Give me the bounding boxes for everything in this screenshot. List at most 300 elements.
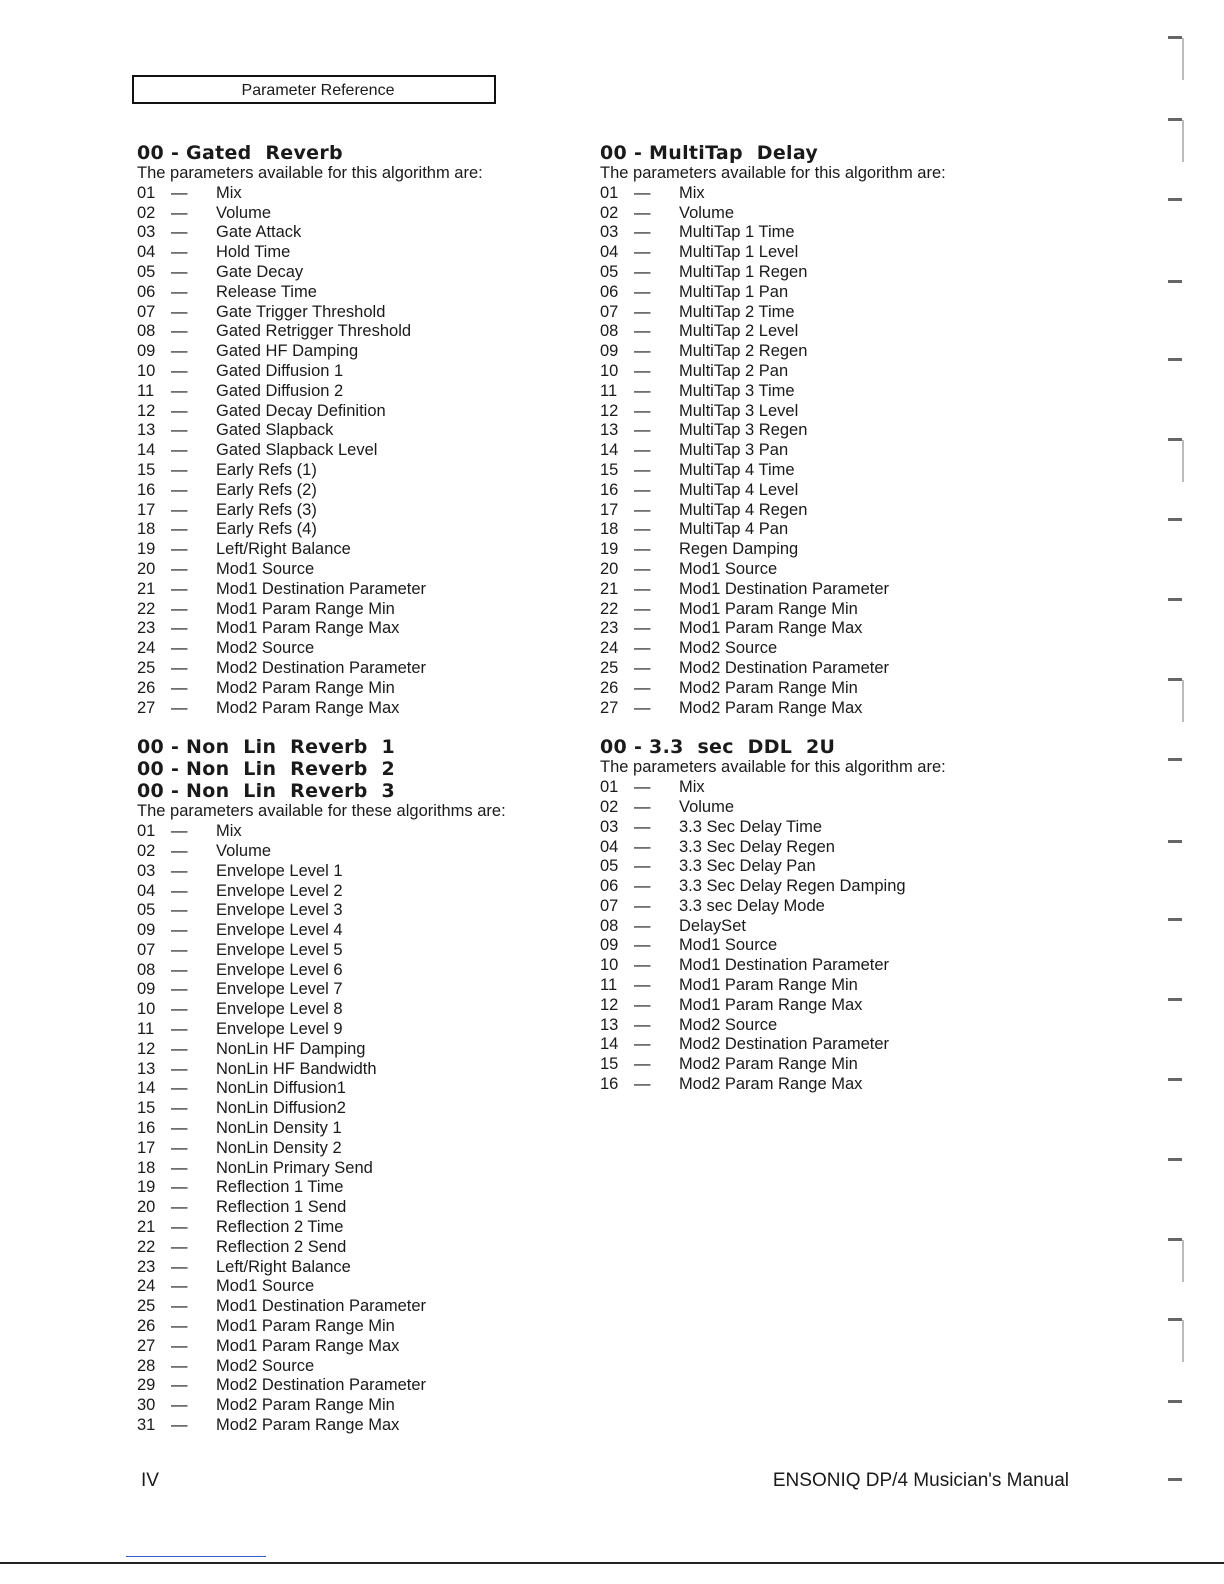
binder-mark: [1168, 758, 1182, 761]
parameter-row: [137, 1258, 577, 1278]
parameter-dash: —: [634, 1075, 651, 1094]
parameter-row: [600, 917, 1040, 937]
parameter-label: Mod1 Param Range Max: [679, 995, 863, 1014]
parameter-dash: —: [171, 822, 188, 841]
parameter-number: 08: [600, 916, 619, 935]
parameter-label: Gated Diffusion 1: [216, 361, 344, 380]
parameter-label: Reflection 2 Time: [216, 1218, 344, 1237]
section-intro: The parameters available for this algorithm are:: [600, 164, 946, 182]
parameter-row: [600, 382, 1040, 402]
parameter-label: Mod2 Destination Parameter: [216, 658, 427, 677]
parameter-number: 08: [137, 322, 156, 341]
parameter-dash: —: [171, 881, 188, 900]
parameter-label: NonLin HF Damping: [216, 1039, 366, 1058]
parameter-label: MultiTap 2 Time: [679, 302, 795, 321]
parameter-number: 14: [137, 441, 156, 460]
parameter-row: [137, 1040, 577, 1060]
parameter-row: [600, 501, 1040, 521]
parameter-row: [600, 976, 1040, 996]
parameter-row: [137, 1139, 577, 1159]
parameter-row: [137, 1099, 577, 1119]
parameter-row: [600, 679, 1040, 699]
parameter-label: Mod2 Param Range Max: [216, 698, 400, 717]
parameter-row: [600, 996, 1040, 1016]
parameter-label: Mod1 Source: [679, 559, 778, 578]
parameter-dash: —: [634, 500, 651, 519]
parameter-dash: —: [171, 861, 188, 880]
parameter-label: 3.3 Sec Delay Regen: [679, 837, 835, 856]
parameter-number: 05: [600, 262, 619, 281]
left-column: [137, 142, 577, 1454]
binder-mark: [1168, 36, 1182, 39]
parameter-row: [137, 980, 577, 1000]
parameter-number: 07: [600, 302, 619, 321]
parameter-number: 24: [600, 639, 619, 658]
parameter-label: Mod2 Source: [216, 1356, 315, 1375]
parameter-row: [600, 897, 1040, 917]
parameter-label: Mod2 Source: [679, 639, 778, 658]
parameter-dash: —: [171, 639, 188, 658]
parameter-row: [137, 243, 577, 263]
parameter-label: Gated Slapback Level: [216, 441, 378, 460]
parameter-number: 30: [137, 1396, 156, 1415]
parameter-label: Mod1 Param Range Max: [679, 619, 863, 638]
parameter-dash: —: [171, 921, 188, 940]
parameter-label: Mod1 Source: [216, 559, 315, 578]
parameter-number: 18: [600, 520, 619, 539]
parameter-row: [600, 322, 1040, 342]
parameter-label: Gate Attack: [216, 223, 302, 242]
parameter-label: Reflection 1 Send: [216, 1198, 347, 1217]
parameter-dash: —: [171, 520, 188, 539]
parameter-number: 11: [137, 1020, 155, 1039]
parameter-number: 25: [137, 658, 156, 677]
parameter-number: 13: [600, 421, 619, 440]
parameter-number: 03: [137, 861, 156, 880]
parameter-label: MultiTap 2 Pan: [679, 361, 789, 380]
parameter-number: 15: [137, 460, 156, 479]
parameter-number: 09: [600, 936, 619, 955]
parameter-number: 07: [137, 302, 156, 321]
parameter-row: [137, 921, 577, 941]
binder-mark: [1168, 518, 1182, 521]
section-title: 00 - Gated Reverb: [137, 142, 343, 164]
parameter-row: [600, 520, 1040, 540]
parameter-row: [600, 283, 1040, 303]
bottom-rule: [0, 1562, 1224, 1564]
parameter-label: Mod1 Source: [679, 936, 778, 955]
parameter-row: [600, 204, 1040, 224]
parameter-row: [600, 540, 1040, 560]
parameter-dash: —: [171, 1257, 188, 1276]
parameter-row: [600, 600, 1040, 620]
section-nonlin-reverb: [137, 736, 577, 1436]
parameter-dash: —: [171, 381, 188, 400]
parameter-row: [137, 303, 577, 323]
section-multitap-delay: [600, 142, 1040, 718]
parameter-dash: —: [171, 1020, 188, 1039]
parameter-label: Mix: [679, 183, 705, 202]
parameter-dash: —: [171, 282, 188, 301]
parameter-dash: —: [171, 1059, 188, 1078]
parameter-number: 21: [137, 1218, 156, 1237]
parameter-dash: —: [634, 896, 651, 915]
parameter-label: Left/Right Balance: [216, 540, 351, 559]
parameter-dash: —: [634, 639, 651, 658]
parameter-number: 13: [137, 1059, 156, 1078]
parameter-dash: —: [634, 678, 651, 697]
parameter-label: Mod1 Param Range Max: [216, 619, 400, 638]
parameter-dash: —: [171, 1396, 188, 1415]
parameter-dash: —: [171, 1416, 188, 1435]
parameter-label: Gated Decay Definition: [216, 401, 386, 420]
parameter-number: 26: [137, 678, 156, 697]
parameter-dash: —: [171, 1356, 188, 1375]
parameter-dash: —: [171, 1297, 188, 1316]
binder-mark: [1168, 1158, 1182, 1161]
parameter-number: 26: [137, 1317, 156, 1336]
parameter-dash: —: [171, 243, 188, 262]
parameter-row: [137, 862, 577, 882]
parameter-dash: —: [634, 520, 651, 539]
section-title: 00 - Non Lin Reverb 2: [137, 758, 396, 781]
parameter-number: 26: [600, 678, 619, 697]
parameter-dash: —: [634, 540, 651, 559]
parameter-dash: —: [171, 980, 188, 999]
parameter-row: [600, 877, 1040, 897]
parameter-number: 24: [137, 639, 156, 658]
parameter-row: [137, 1317, 577, 1337]
parameter-dash: —: [171, 1099, 188, 1118]
parameter-number: 05: [137, 901, 156, 920]
parameter-label: NonLin Density 2: [216, 1138, 342, 1157]
parameter-number: 27: [137, 1336, 156, 1355]
parameter-dash: —: [634, 480, 651, 499]
parameter-number: 11: [137, 381, 155, 400]
parameter-dash: —: [634, 421, 651, 440]
parameter-dash: —: [171, 1277, 188, 1296]
parameter-dash: —: [634, 877, 651, 896]
parameter-label: Mod1 Param Range Max: [216, 1336, 400, 1355]
parameter-dash: —: [171, 1178, 188, 1197]
parameter-dash: —: [634, 857, 651, 876]
parameter-number: 16: [600, 480, 619, 499]
parameter-dash: —: [634, 183, 651, 202]
parameter-label: Mix: [216, 183, 242, 202]
parameter-row: [600, 184, 1040, 204]
parameter-label: Mod1 Param Range Min: [216, 1317, 395, 1336]
parameter-number: 08: [600, 322, 619, 341]
parameter-label: Envelope Level 8: [216, 1000, 343, 1019]
parameter-row: [600, 956, 1040, 976]
parameter-label: MultiTap 4 Regen: [679, 500, 808, 519]
parameter-row: [600, 303, 1040, 323]
parameter-dash: —: [171, 223, 188, 242]
parameter-dash: —: [171, 1000, 188, 1019]
parameter-label: 3.3 Sec Delay Pan: [679, 857, 816, 876]
parameter-row: [600, 461, 1040, 481]
parameter-number: 14: [600, 1035, 619, 1054]
parameter-dash: —: [171, 841, 188, 860]
parameter-number: 06: [600, 282, 619, 301]
parameter-dash: —: [171, 342, 188, 361]
parameter-label: Mod2 Source: [216, 639, 315, 658]
binder-mark: [1182, 680, 1184, 722]
parameter-number: 04: [600, 837, 619, 856]
section-intro: The parameters available for these algorithms are:: [137, 802, 506, 821]
parameter-row: [137, 402, 577, 422]
parameter-number: 01: [600, 183, 619, 202]
parameter-row: [137, 1060, 577, 1080]
parameter-label: 3.3 Sec Delay Time: [679, 817, 823, 836]
parameter-dash: —: [634, 936, 651, 955]
parameter-row: [137, 580, 577, 600]
parameter-row: [137, 600, 577, 620]
parameter-dash: —: [171, 460, 188, 479]
parameter-label: Mod2 Param Range Min: [216, 678, 395, 697]
parameter-row: [137, 204, 577, 224]
binder-mark: [1182, 440, 1184, 482]
parameter-number: 21: [600, 579, 619, 598]
parameter-label: Gated Slapback: [216, 421, 334, 440]
parameter-row: [600, 619, 1040, 639]
parameter-dash: —: [171, 1039, 188, 1058]
parameter-label: Gated HF Damping: [216, 342, 359, 361]
parameter-dash: —: [634, 282, 651, 301]
parameter-label: Gated Retrigger Threshold: [216, 322, 412, 341]
parameter-label: Mod2 Destination Parameter: [216, 1376, 427, 1395]
parameter-number: 12: [600, 995, 619, 1014]
parameter-number: 03: [600, 817, 619, 836]
parameter-dash: —: [634, 778, 651, 797]
parameter-number: 08: [137, 960, 156, 979]
parameter-row: [137, 1396, 577, 1416]
parameter-label: Envelope Level 1: [216, 861, 343, 880]
parameter-row: [137, 882, 577, 902]
parameter-row: [137, 941, 577, 961]
parameter-label: Volume: [216, 203, 272, 222]
parameter-dash: —: [171, 203, 188, 222]
manual-title: ENSONIQ DP/4 Musician's Manual: [772, 1470, 1069, 1491]
parameter-number: 10: [600, 956, 619, 975]
parameter-number: 10: [137, 1000, 156, 1019]
parameter-label: Mod2 Param Range Min: [216, 1396, 395, 1415]
parameter-label: Mod1 Param Range Min: [216, 599, 395, 618]
parameter-number: 22: [600, 599, 619, 618]
section-gated-reverb: [137, 142, 577, 718]
parameter-row: [600, 1035, 1040, 1055]
parameter-row: [137, 1238, 577, 1258]
parameter-label: MultiTap 3 Pan: [679, 441, 789, 460]
binder-mark: [1168, 1478, 1182, 1481]
parameter-label: Early Refs (1): [216, 460, 317, 479]
parameter-number: 12: [600, 401, 619, 420]
parameter-label: Envelope Level 3: [216, 901, 343, 920]
parameter-number: 03: [600, 223, 619, 242]
parameter-dash: —: [634, 401, 651, 420]
parameter-dash: —: [171, 500, 188, 519]
parameter-number: 31: [137, 1416, 156, 1435]
parameter-label: MultiTap 1 Level: [679, 243, 799, 262]
parameter-row: [137, 961, 577, 981]
parameter-number: 19: [600, 540, 619, 559]
parameter-number: 05: [137, 262, 156, 281]
parameter-dash: —: [634, 223, 651, 242]
parameter-number: 11: [600, 976, 618, 995]
parameter-row: [137, 461, 577, 481]
parameter-dash: —: [171, 940, 188, 959]
parameter-label: MultiTap 1 Time: [679, 223, 795, 242]
parameter-row: [600, 560, 1040, 580]
parameter-number: 01: [600, 778, 619, 797]
parameter-row: [600, 421, 1040, 441]
parameter-label: Envelope Level 9: [216, 1020, 343, 1039]
parameter-number: 23: [137, 619, 156, 638]
parameter-label: Mod2 Param Range Max: [679, 698, 863, 717]
binder-mark: [1168, 438, 1182, 441]
parameter-row: [137, 1000, 577, 1020]
parameter-dash: —: [171, 1237, 188, 1256]
parameter-number: 21: [137, 579, 156, 598]
parameter-row: [600, 362, 1040, 382]
parameter-dash: —: [171, 678, 188, 697]
parameter-label: MultiTap 2 Regen: [679, 342, 808, 361]
binder-mark: [1168, 1078, 1182, 1081]
parameter-number: 02: [137, 203, 156, 222]
parameter-dash: —: [171, 960, 188, 979]
parameter-row: [137, 421, 577, 441]
parameter-dash: —: [171, 1336, 188, 1355]
parameter-dash: —: [634, 203, 651, 222]
parameter-number: 10: [137, 361, 156, 380]
parameter-dash: —: [171, 421, 188, 440]
parameter-number: 24: [137, 1277, 156, 1296]
binder-mark: [1182, 38, 1184, 80]
parameter-dash: —: [634, 342, 651, 361]
parameter-label: MultiTap 1 Regen: [679, 262, 808, 281]
parameter-number: 01: [137, 822, 156, 841]
bottom-link-rule: [126, 1556, 266, 1557]
parameter-row: [137, 679, 577, 699]
parameter-number: 19: [137, 540, 156, 559]
parameter-row: [137, 901, 577, 921]
parameter-number: 14: [137, 1079, 156, 1098]
parameter-label: Hold Time: [216, 243, 291, 262]
parameter-number: 10: [600, 361, 619, 380]
parameter-dash: —: [171, 322, 188, 341]
parameter-number: 17: [137, 1138, 156, 1157]
parameter-row: [137, 1119, 577, 1139]
parameter-label: NonLin Diffusion1: [216, 1079, 346, 1098]
section-ddl-2u: [600, 736, 1040, 1095]
section-title: 00 - MultiTap Delay: [600, 142, 819, 164]
parameter-dash: —: [171, 480, 188, 499]
parameter-label: Mix: [679, 778, 705, 797]
parameter-dash: —: [171, 1376, 188, 1395]
parameter-number: 25: [600, 658, 619, 677]
parameter-row: [600, 481, 1040, 501]
parameter-dash: —: [634, 1015, 651, 1034]
parameter-row: [137, 1277, 577, 1297]
parameter-row: [137, 322, 577, 342]
parameter-row: [137, 1218, 577, 1238]
binder-mark: [1168, 1318, 1182, 1321]
parameter-label: Mod2 Destination Parameter: [679, 658, 890, 677]
page-number: IV: [141, 1470, 159, 1491]
parameter-row: [137, 520, 577, 540]
parameter-label: MultiTap 1 Pan: [679, 282, 789, 301]
parameter-row: [600, 580, 1040, 600]
parameter-number: 09: [600, 342, 619, 361]
section-intro: The parameters available for this algorithm are:: [137, 164, 483, 182]
parameter-dash: —: [634, 658, 651, 677]
parameter-label: Envelope Level 2: [216, 881, 343, 900]
binder-mark: [1168, 678, 1182, 681]
parameter-number: 09: [137, 980, 156, 999]
parameter-number: 06: [600, 877, 619, 896]
parameter-dash: —: [171, 1218, 188, 1237]
parameter-row: [600, 936, 1040, 956]
parameter-row: [137, 283, 577, 303]
parameter-row: [137, 184, 577, 204]
parameter-row: [137, 842, 577, 862]
parameter-row: [137, 619, 577, 639]
parameter-dash: —: [634, 361, 651, 380]
parameter-dash: —: [171, 1138, 188, 1157]
parameter-row: [137, 362, 577, 382]
parameter-dash: —: [171, 599, 188, 618]
parameter-dash: —: [171, 658, 188, 677]
parameter-label: NonLin Diffusion2: [216, 1099, 346, 1118]
parameter-number: 04: [600, 243, 619, 262]
parameter-dash: —: [171, 262, 188, 281]
parameter-number: 27: [137, 698, 156, 717]
parameter-dash: —: [634, 322, 651, 341]
parameter-label: MultiTap 3 Level: [679, 401, 799, 420]
parameter-row: [137, 342, 577, 362]
parameter-label: DelaySet: [679, 916, 746, 935]
parameter-label: MultiTap 4 Level: [679, 480, 799, 499]
parameter-dash: —: [171, 302, 188, 321]
parameter-row: [137, 699, 577, 719]
parameter-label: Mod2 Param Range Max: [679, 1075, 863, 1094]
parameter-row: [600, 441, 1040, 461]
parameter-label: Volume: [216, 841, 272, 860]
parameter-row: [137, 1416, 577, 1436]
parameter-number: 02: [600, 797, 619, 816]
parameter-dash: —: [171, 619, 188, 638]
parameter-number: 05: [600, 857, 619, 876]
parameter-label: Reflection 1 Time: [216, 1178, 344, 1197]
parameter-dash: —: [634, 619, 651, 638]
parameter-row: [137, 501, 577, 521]
parameter-number: 17: [137, 500, 156, 519]
parameter-label: Mod2 Param Range Max: [216, 1416, 400, 1435]
parameter-number: 02: [600, 203, 619, 222]
parameter-dash: —: [634, 976, 651, 995]
page-header-title: Parameter Reference: [241, 82, 395, 99]
parameter-row: [137, 659, 577, 679]
parameter-dash: —: [171, 441, 188, 460]
parameter-number: 07: [600, 896, 619, 915]
parameter-row: [137, 1337, 577, 1357]
parameter-number: 25: [137, 1297, 156, 1316]
parameter-dash: —: [171, 901, 188, 920]
parameter-number: 15: [600, 460, 619, 479]
parameter-row: [600, 778, 1040, 798]
parameter-label: Mix: [216, 822, 242, 841]
parameter-label: Volume: [679, 797, 735, 816]
